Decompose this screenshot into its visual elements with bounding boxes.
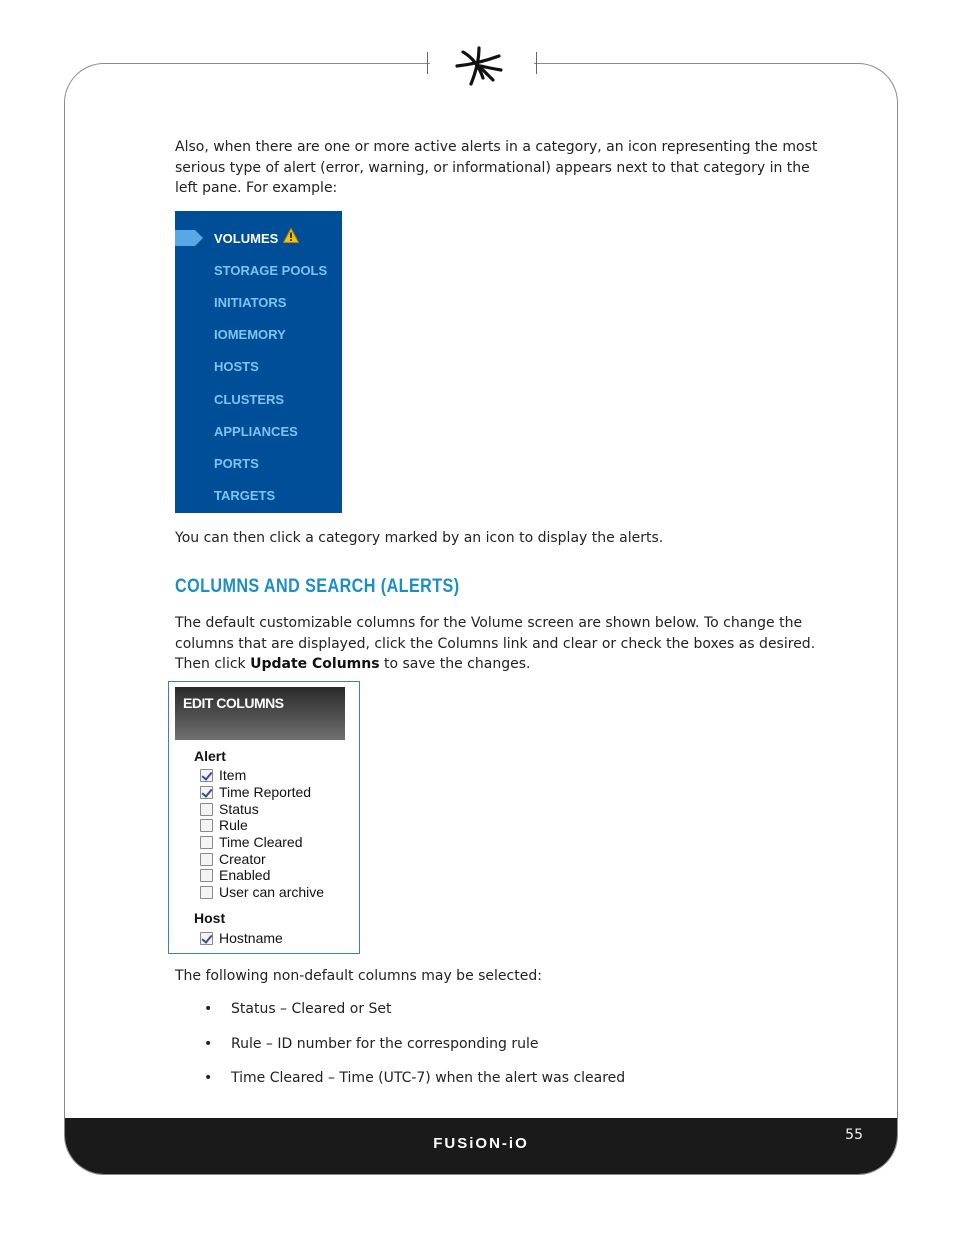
nav-item-clusters[interactable]: CLUSTERS <box>214 392 285 407</box>
edit-columns-title: EDIT COLUMNS <box>183 695 284 711</box>
column-option-time-cleared[interactable] <box>200 834 303 850</box>
header-tick-right <box>536 52 537 74</box>
column-label: Creator <box>219 851 266 867</box>
after-nav-paragraph: You can then click a category marked by an icon to display the alerts. <box>175 530 664 546</box>
checkbox-unchecked[interactable] <box>200 819 213 832</box>
page-footer <box>65 1118 897 1174</box>
warning-icon <box>283 228 299 243</box>
header-tick-left <box>427 52 428 74</box>
column-label: Hostname <box>219 930 283 946</box>
checkbox-unchecked[interactable] <box>200 803 213 816</box>
page-number: 55 <box>845 1127 863 1143</box>
fusion-star-logo-icon <box>453 44 507 88</box>
column-label: Time Reported <box>219 784 312 800</box>
column-option-item[interactable] <box>200 767 246 783</box>
intro-paragraph: Also, when there are one or more active alerts in a category, an icon representing the most serious type of alert (error, warning, or informational) appears next to that category in the left pane. For example: <box>175 139 818 196</box>
bullet-status: Status – Cleared or Set <box>231 1001 392 1017</box>
nav-item-ports[interactable]: PORTS <box>214 456 259 471</box>
edit-columns-header <box>175 687 345 740</box>
section-paragraph-text-end: to save the changes. <box>379 656 531 672</box>
column-label: User can archive <box>219 884 325 900</box>
active-arrow-icon <box>175 230 203 246</box>
update-columns-emphasis: Update Columns <box>250 656 380 672</box>
checkbox-checked[interactable] <box>200 769 213 782</box>
non-default-intro: The following non-default columns may be selected: <box>175 968 542 984</box>
nav-item-storage-pools[interactable]: STORAGE POOLS <box>214 263 328 278</box>
column-label: Status <box>219 801 259 817</box>
bullet-icon: • <box>204 1070 213 1086</box>
nav-item-appliances[interactable]: APPLIANCES <box>214 424 298 439</box>
checkbox-unchecked[interactable] <box>200 836 213 849</box>
bullet-icon: • <box>204 1001 213 1017</box>
column-label: Enabled <box>219 867 271 883</box>
fusion-io-logo: FUSiON-iO <box>433 1135 529 1152</box>
column-option-user-can-archive[interactable] <box>200 884 324 900</box>
nav-item-initiators[interactable]: INITIATORS <box>214 295 287 310</box>
bullet-rule: Rule – ID number for the corresponding rule <box>231 1036 539 1052</box>
column-option-status[interactable] <box>200 801 259 817</box>
nav-item-iomemory[interactable]: IOMEMORY <box>214 327 286 342</box>
column-option-enabled[interactable] <box>200 867 270 883</box>
column-option-creator[interactable] <box>200 851 266 867</box>
column-label: Time Cleared <box>219 834 303 850</box>
bullet-time-cleared: Time Cleared – Time (UTC-7) when the alert was cleared <box>231 1070 626 1086</box>
section-paragraph <box>175 613 825 675</box>
column-label: Item <box>219 767 247 783</box>
nav-item-targets[interactable]: TARGETS <box>214 488 276 503</box>
checkbox-unchecked[interactable] <box>200 853 213 866</box>
column-option-rule[interactable] <box>200 817 248 833</box>
section-paragraph-text: The default customizable columns for the Volume screen are shown below. To change the columns that are displayed, click the Columns link and clear or check the boxes as desired. Then click <box>175 615 816 672</box>
checkbox-unchecked[interactable] <box>200 869 213 882</box>
bullet-icon: • <box>204 1036 213 1052</box>
nav-item-hosts[interactable]: HOSTS <box>214 359 259 374</box>
column-option-hostname[interactable] <box>200 930 283 946</box>
section-heading: COLUMNS AND SEARCH (ALERTS) <box>175 576 460 597</box>
group-label-host: Host <box>194 910 226 926</box>
column-option-time-reported[interactable] <box>200 784 311 800</box>
group-label-alert: Alert <box>194 748 226 764</box>
category-nav-panel <box>175 211 342 513</box>
column-label: Rule <box>219 817 248 833</box>
edit-columns-dialog <box>168 681 360 954</box>
nav-item-volumes[interactable]: VOLUMES <box>214 231 279 246</box>
checkbox-unchecked[interactable] <box>200 886 213 899</box>
checkbox-checked[interactable] <box>200 786 213 799</box>
checkbox-checked[interactable] <box>200 932 213 945</box>
